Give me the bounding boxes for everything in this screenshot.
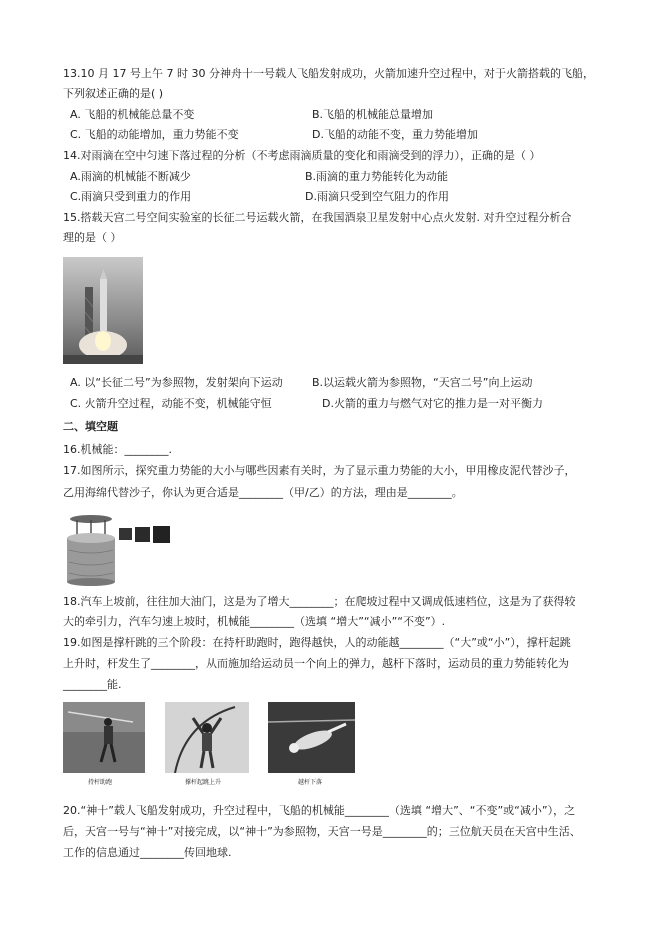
q16-stem: 16.机械能：________. xyxy=(63,443,172,456)
q13-option-b: B.飞船的机械能总量增加 xyxy=(312,108,434,121)
q19-caption-rise: 撑杆起跳上升 xyxy=(185,779,222,786)
q17-stem-line1: 17.如图所示，探究重力势能的大小与哪些因素有关时，为了显示重力势能的大小，甲用橡皮泥代替沙子， xyxy=(63,464,576,477)
q19-stem-line1: 19.如图是撑杆跳的三个阶段：在持杆助跑时，跑得越快，人的动能越________（“大”或“小”），撑杆起跳 xyxy=(63,636,571,649)
q19-stem-line3: ________能. xyxy=(63,678,122,691)
q13-stem-line1: 13.10 月 17 号上午 7 时 30 分神舟十一号载人飞船发射成功，火箭加速升空过程中，对于火箭搭载的飞船， xyxy=(63,67,594,80)
rocket-launch-photo xyxy=(63,257,143,364)
q15-stem-line1: 15.搭载天宫二号空间实验室的长征二号运载火箭，在我国酒泉卫星发射中心点火发射. 对升空过程分析合 xyxy=(63,211,572,224)
q15-option-d: D.火箭的重力与燃气对它的推力是一对平衡力 xyxy=(322,397,543,410)
q20-stem-line3: 工作的信息通过________传回地球. xyxy=(63,846,232,859)
q13-option-c: C. 飞船的动能增加，重力势能不变 xyxy=(70,128,239,141)
pole-vault-fall-photo xyxy=(268,702,355,773)
q15-stem-line2: 理的是（ ） xyxy=(63,231,122,244)
q15-option-c: C. 火箭升空过程，动能不变，机械能守恒 xyxy=(70,397,272,410)
q14-option-d: D.雨滴只受到空气阻力的作用 xyxy=(305,190,449,203)
q19-stem-line2: 上升时，杆发生了________，从而施加给运动员一个向上的弹力，越杆下落时，运动员的重力势能转化为 xyxy=(63,657,569,670)
pole-vault-rise-photo xyxy=(165,702,249,773)
q14-option-c: C.雨滴只受到重力的作用 xyxy=(70,190,192,203)
q15-option-a: A. 以“长征二号”为参照物，发射架向下运动 xyxy=(70,376,283,389)
q17-stem-line2: 乙用海绵代替沙子，你认为更合适是________（甲/乙）的方法，理由是________。 xyxy=(63,486,463,499)
q18-stem-line2: 大的牵引力，汽车匀速上坡时，机械能________（选填 “增大”“减小”“不变”）. xyxy=(63,615,446,628)
q14-option-a: A.雨滴的机械能不断减少 xyxy=(70,170,191,183)
q14-option-b: B.雨滴的重力势能转化为动能 xyxy=(305,170,449,183)
q18-stem-line1: 18.汽车上坡前，往往加大油门，这是为了增大________；在爬坡过程中又调成低速档位，这是为了获得较 xyxy=(63,595,576,608)
q14-stem: 14.对雨滴在空中匀速下落过程的分析（不考虑雨滴质量的变化和雨滴受到的浮力），正确的是（ ） xyxy=(63,149,541,162)
sand-experiment-figure xyxy=(63,510,178,586)
q13-option-a: A. 飞船的机械能总量不变 xyxy=(70,108,195,121)
section-fill-in-title: 二、填空题 xyxy=(63,420,118,433)
q20-stem-line1: 20.“神十”载人飞船发射成功，升空过程中，飞船的机械能________（选填 “增大”、“不变”或“减小”），之 xyxy=(63,804,576,817)
pole-vault-run-photo xyxy=(63,702,145,773)
q13-option-d: D.飞船的动能不变，重力势能增加 xyxy=(312,128,478,141)
q19-caption-run: 持杆助跑 xyxy=(88,779,113,786)
q15-option-b: B.以运载火箭为参照物，“天宫二号”向上运动 xyxy=(312,376,533,389)
q19-caption-fall: 越杆下落 xyxy=(298,779,323,786)
q13-stem-line2: 下列叙述正确的是( ) xyxy=(63,87,164,100)
q20-stem-line2: 后，天宫一号与“神十”对接完成，以“神十”为参照物，天宫一号是________的；三位航天员在天宫中生活、 xyxy=(63,825,581,838)
